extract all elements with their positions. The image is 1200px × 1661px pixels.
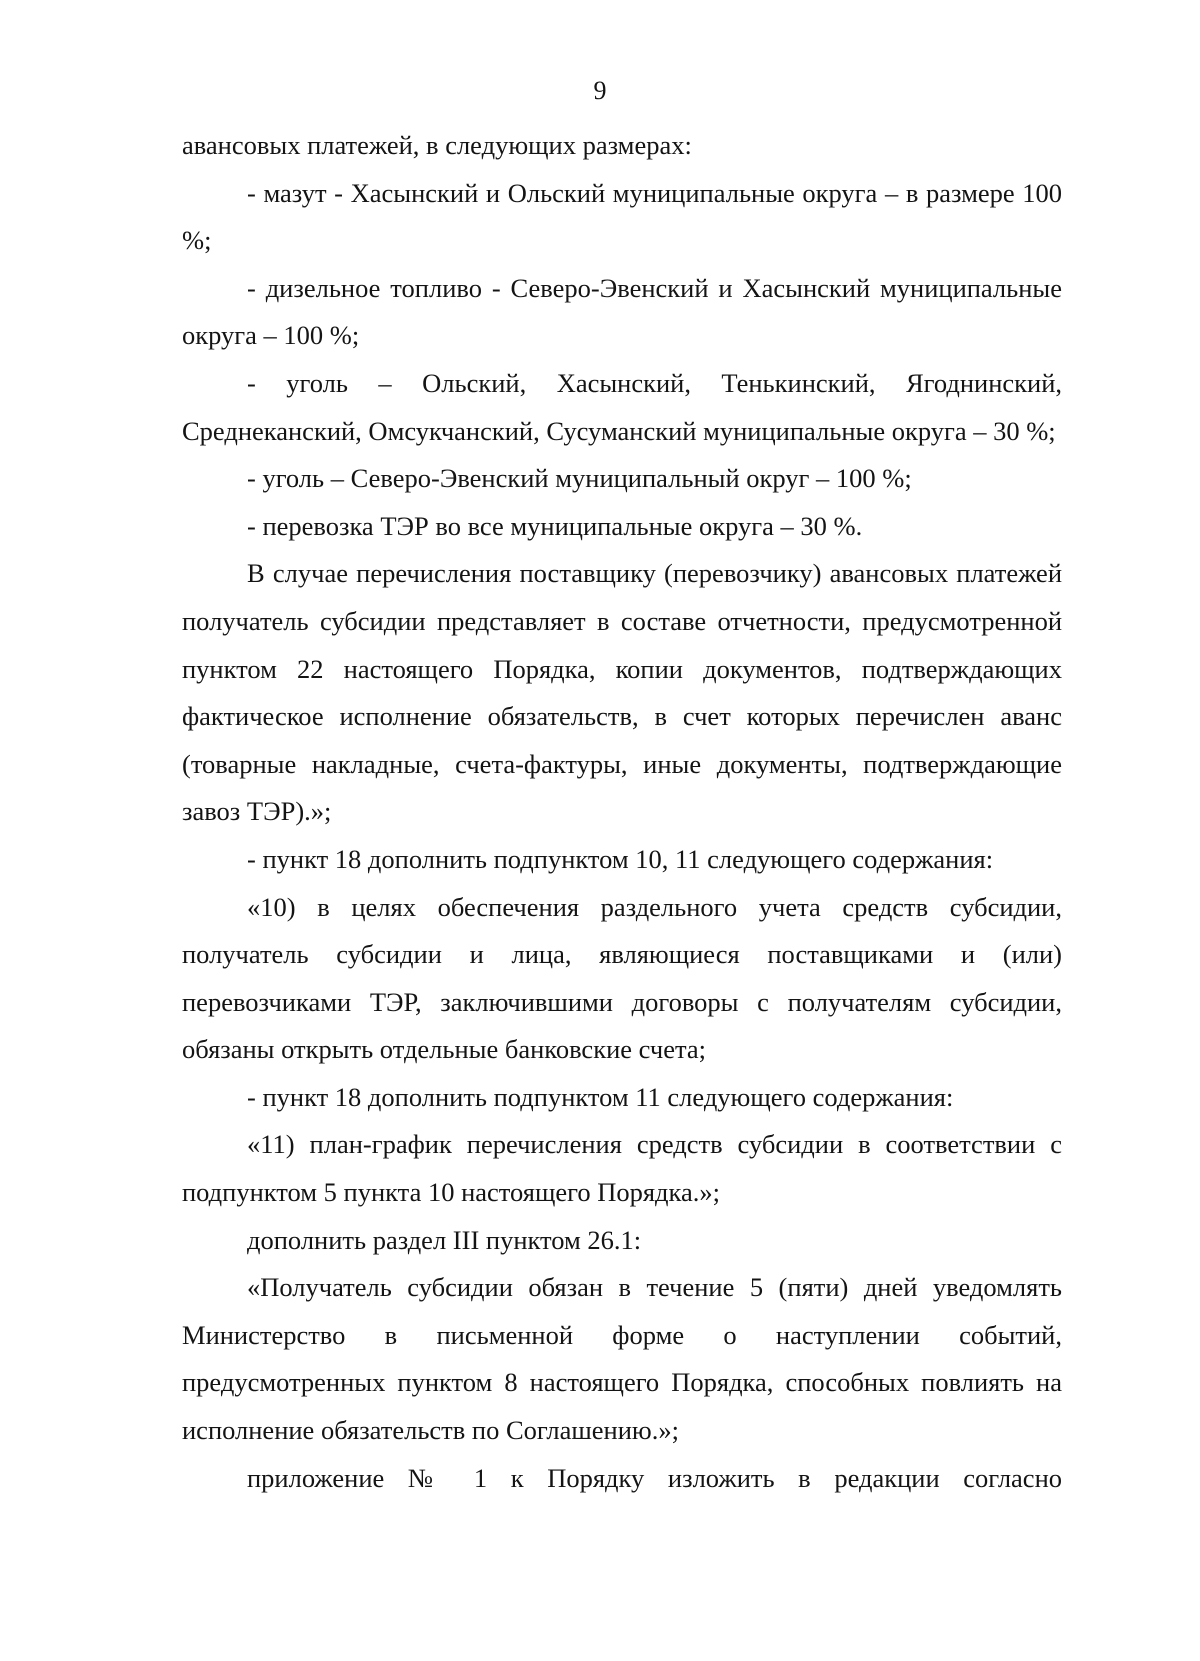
paragraph-coal-30: - уголь – Ольский, Хасынский, Тенькинский, Ягоднинский, Среднеканский, Омсукчанский, Сусуманский муниципальные округа – 30 %;: [182, 367, 1062, 446]
paragraph-item-18-amend-10-11: - пункт 18 дополнить подпунктом 10, 11 следующего содержания:: [247, 843, 994, 874]
paragraph-appendix-1: приложение № 1 к Порядку изложить в редакции согласно: [247, 1462, 1062, 1493]
paragraph-section-3-amend: дополнить раздел III пунктом 26.1:: [247, 1224, 642, 1255]
paragraph-item-26-1: «Получатель субсидии обязан в течение 5 (пяти) дней уведомлять Министерство в письменной форме о наступлении событий, предусмотренных пунктом 8 настоящего Порядка, способных повлиять на исполнение обязательств по Соглашению.»;: [182, 1272, 1062, 1446]
paragraph-transport: - перевозка ТЭР во все муниципальные округа – 30 %.: [247, 510, 863, 541]
paragraph-subitem-11: «11) план-график перечисления средств субсидии в соответствии с подпунктом 5 пункта 10 настоящего Порядка.»;: [182, 1129, 1062, 1208]
paragraph-advance-reporting: В случае перечисления поставщику (перевозчику) авансовых платежей получатель субсидии представляет в составе отчетности, предусмотренной пунктом 22 настоящего Порядка, копии документов, подтверждающих фактическое исполнение обязательств, в счет которых перечислен аванс (товарные накладные, счета-фактуры, иные документы, подтверждающие завоз ТЭР).»;: [182, 558, 1062, 827]
paragraph-diesel-fuel: - дизельное топливо - Северо-Эвенский и Хасынский муниципальные округа – 100 %;: [182, 272, 1062, 351]
paragraph-advance-payments-intro: авансовых платежей, в следующих размерах:: [182, 130, 692, 160]
paragraph-fuel-oil: - мазут - Хасынский и Ольский муниципальные округа – в размере 100 %;: [182, 177, 1062, 256]
paragraph-subitem-10: «10) в целях обеспечения раздельного учета средств субсидии, получатель субсидии и лица, являющиеся поставщиками и (или) перевозчиками ТЭР, заключившими договоры с получателям субсидии, обязаны открыть отдельные банковские счета;: [182, 891, 1062, 1065]
page-number: 9: [593, 76, 607, 105]
document-body: [182, 122, 1062, 1502]
paragraph-coal-100: - уголь – Северо-Эвенский муниципальный округ – 100 %;: [247, 463, 912, 494]
paragraph-item-18-amend-11: - пункт 18 дополнить подпунктом 11 следующего содержания:: [247, 1081, 954, 1112]
